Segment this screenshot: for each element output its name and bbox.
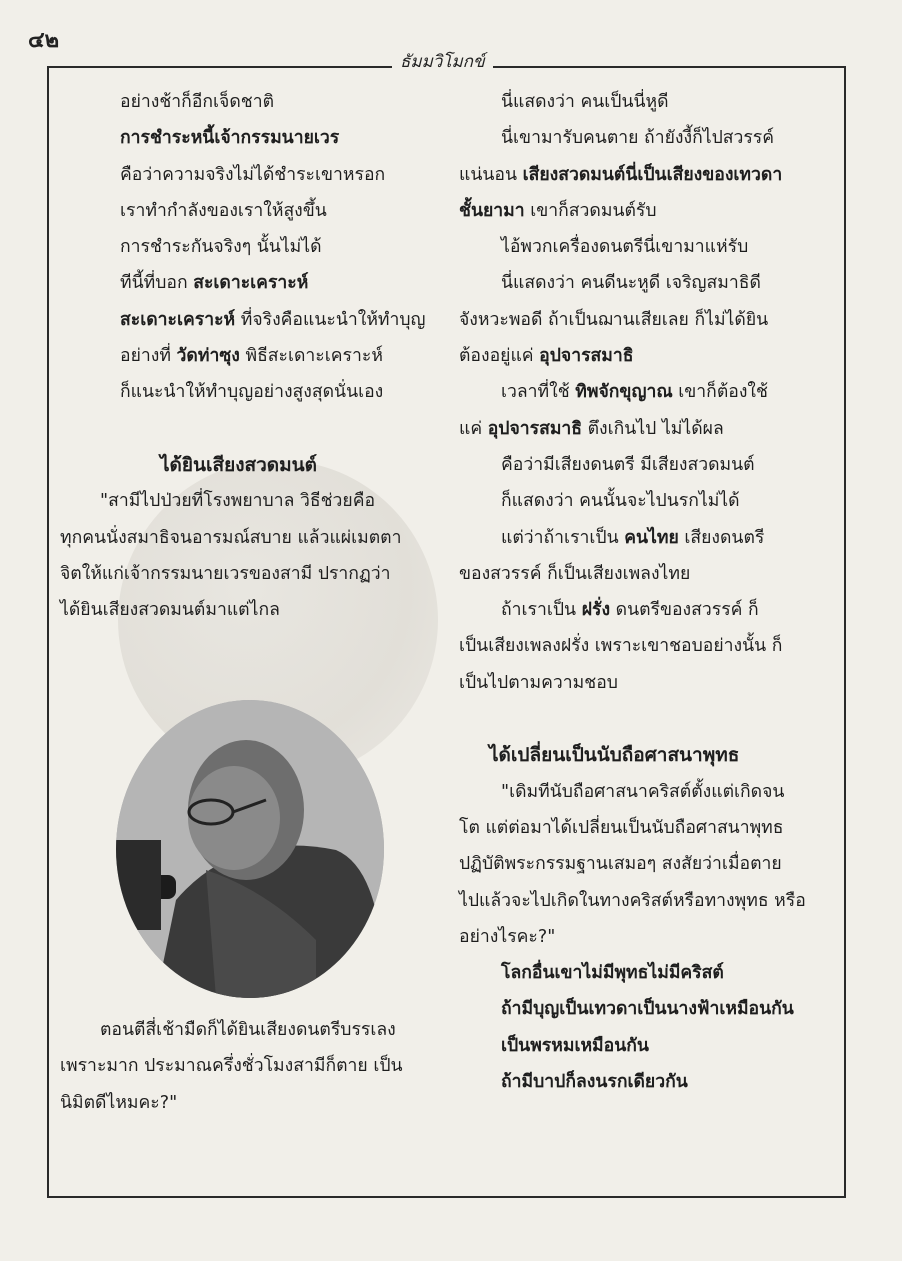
text-line: ก็แนะนำให้ทำบุญอย่างสูงสุดนั่นเอง	[120, 382, 384, 403]
spacer	[60, 411, 445, 447]
text-line: แต่ว่าถ้าเราเป็น คนไทย เสียงดนตรี	[501, 527, 765, 548]
question-line: ตอนตีสี่เช้ามืดก็ได้ยินเสียงดนตรีบรรเลง	[100, 1020, 396, 1040]
text-line: เวลาที่ใช้ ทิพจักขุญาณ เขาก็ต้องใช้	[501, 382, 768, 403]
text-line: เป็นเสียงเพลงฝรั่ง เพราะเขาชอบอย่างนั้น ก็	[459, 636, 783, 657]
text-line: ก็แสดงว่า คนนั้นจะไปนรกไม่ได้	[501, 491, 740, 512]
question-line: ไปแล้วจะไปเกิดในทางคริสต์หรือทางพุทธ หรือ	[459, 890, 806, 911]
text-line: ทีนี้ที่บอก สะเดาะเคราะห์	[120, 273, 309, 294]
text-line: นี่แสดงว่า คนดีนะหูดี เจริญสมาธิดี	[501, 273, 761, 294]
page-number: ๔๒	[28, 27, 60, 53]
question-line: โต แต่ต่อมาได้เปลี่ยนเป็นนับถือศาสนาพุทธ	[459, 817, 784, 838]
section-heading: ได้เปลี่ยนเป็นนับถือศาสนาพุทธ	[489, 744, 740, 767]
question-line: "สามีไปป่วยที่โรงพยาบาล วิธีช่วยคือ	[100, 491, 376, 512]
text-line: สะเดาะเคราะห์ ที่จริงคือแนะนำให้ทำบุญ	[120, 309, 426, 330]
text-line: อย่างช้าก็อีกเจ็ดชาติ	[120, 92, 275, 112]
question-line: ทุกคนนั่งสมาธิจนอารมณ์สบาย แล้วแผ่เมตตา	[60, 527, 402, 548]
text-line: เราทำกำลังของเราให้สูงขึ้น	[120, 200, 327, 221]
text-line: อย่างที่ วัดท่าซุง พิธีสะเดาะเคราะห์	[120, 346, 383, 367]
text-line: ต้องอยู่แค่ อุปจารสมาธิ	[459, 346, 634, 367]
left-column	[60, 84, 445, 628]
section-heading: ได้ยินเสียงสวดมนต์	[160, 453, 317, 476]
monk-photo	[116, 700, 384, 998]
question-line: นิมิตดีไหมคะ?"	[60, 1092, 178, 1113]
text-line: แน่นอน เสียงสวดมนต์นี่เป็นเสียงของเทวดา	[459, 164, 783, 185]
question-line: จิตให้แก่เจ้ากรรมนายเวรของสามี ปรากฏว่า	[60, 563, 391, 584]
question-line: เพราะมาก ประมาณครึ่งชั่วโมงสามีก็ตาย เป็น	[60, 1056, 403, 1077]
answer-line: ถ้ามีบาปก็ลงนรกเดียวกัน	[501, 1072, 688, 1093]
text-line: เป็นไปตามความชอบ	[459, 672, 618, 693]
right-column	[459, 84, 834, 1100]
spacer	[459, 701, 834, 737]
text-line: นี่เขามารับคนตาย ถ้ายังงี้ก็ไปสวรรค์	[501, 128, 775, 149]
text-line-bold: การชำระหนี้เจ้ากรรมนายเวร	[120, 128, 340, 149]
text-line: จังหวะพอดี ถ้าเป็นฌานเสียเลย ก็ไม่ได้ยิน	[459, 309, 769, 330]
text-line: นี่แสดงว่า คนเป็นนี่หูดี	[501, 92, 669, 112]
answer-line: เป็นพรหมเหมือนกัน	[501, 1035, 649, 1056]
text-line: ถ้าเราเป็น ฝรั่ง ดนตรีของสวรรค์ ก็	[501, 600, 759, 621]
question-line: อย่างไรคะ?"	[459, 926, 556, 947]
text-line: ชั้นยามา เขาก็สวดมนต์รับ	[459, 200, 657, 221]
text-line: คือว่ามีเสียงดนตรี มีเสียงสวดมนต์	[501, 454, 755, 475]
question-line: ปฏิบัติพระกรรมฐานเสมอๆ สงสัยว่าเมื่อตาย	[459, 854, 782, 875]
text-line: การชำระกันจริงๆ นั้นไม่ได้	[120, 237, 322, 258]
text-line: ไอ้พวกเครื่องดนตรีนี่เขามาแห่รับ	[501, 237, 749, 258]
left-column-bottom	[60, 1012, 445, 1121]
monk-illustration	[116, 700, 384, 998]
question-line: "เดิมทีนับถือศาสนาคริสต์ตั้งแต่เกิดจน	[501, 781, 785, 802]
answer-line: ถ้ามีบุญเป็นเทวดาเป็นนางฟ้าเหมือนกัน	[501, 999, 794, 1020]
text-line: แค่ อุปจารสมาธิ ตึงเกินไป ไม่ได้ผล	[459, 418, 724, 439]
answer-line: โลกอื่นเขาไม่มีพุทธไม่มีคริสต์	[501, 963, 724, 984]
text-line: คือว่าความจริงไม่ได้ชำระเขาหรอก	[120, 164, 386, 185]
running-header: ธัมมวิโมกข์	[392, 48, 493, 75]
text-line: ของสวรรค์ ก็เป็นเสียงเพลงไทย	[459, 563, 691, 584]
question-line: ได้ยินเสียงสวดมนต์มาแต่ไกล	[60, 600, 280, 621]
